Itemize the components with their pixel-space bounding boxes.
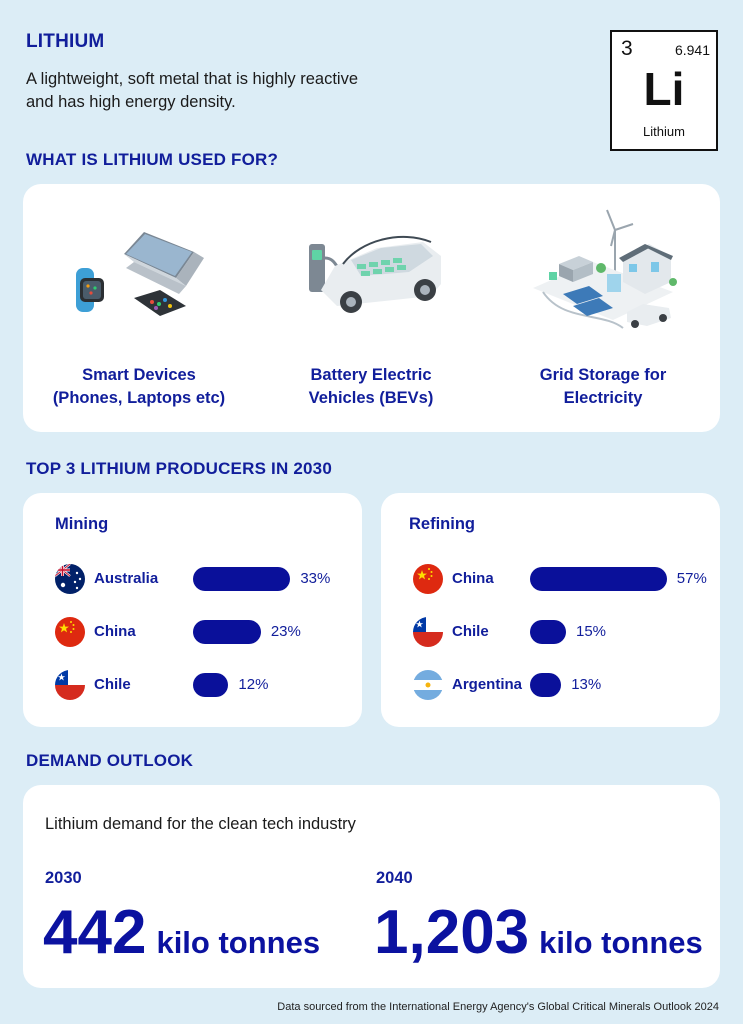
mining-pct-chile: 12% [238,676,269,693]
mining-title: Mining [55,515,109,533]
mining-card [23,493,362,727]
refining-pct-china: 57% [676,570,707,587]
refining-bar-chile [530,620,566,644]
mining-pct-australia: 33% [300,570,331,587]
chile-flag-icon [413,617,443,647]
year-2030: 2030 [45,869,82,887]
mining-bar-australia [193,567,290,591]
atomic-number: 3 [621,37,633,60]
mining-pct-china: 23% [270,623,301,640]
grid-storage-icon [523,202,683,347]
use-grid-storage [487,184,719,432]
atomic-mass: 6.941 [674,42,710,58]
demand-subtitle: Lithium demand for the clean tech industry [45,815,356,833]
country-name: China [94,623,136,640]
demand-value-2040 [374,897,703,979]
refining-pct-argentina: 13% [571,676,602,693]
element-symbol: Li [643,63,685,115]
uses-heading: WHAT IS LITHIUM USED FOR? [26,150,279,169]
country-name: China [452,570,494,587]
use-smart-devices [23,184,255,432]
refining-card [381,493,720,727]
refining-title: Refining [409,515,475,533]
demand-card [23,785,720,988]
smart-devices-icon [64,202,214,337]
chile-flag-icon [55,670,85,700]
source-footnote: Data sourced from the International Energy Agency's Global Critical Minerals Outlook 2024 [277,1001,719,1013]
use-electric-vehicles [255,184,487,432]
uses-card [23,184,720,432]
page-subtitle: A lightweight, soft metal that is highly reactive and has high energy density. [26,70,358,111]
refining-bar-china [530,567,667,591]
country-name: Australia [94,570,159,587]
use-label-grid-storage: Grid Storage for Electricity [539,366,667,407]
element-name: Lithium [643,124,685,139]
china-flag-icon [413,564,443,594]
australia-flag-icon [55,564,85,594]
demand-number: 1,203 [374,898,530,967]
page-title: LITHIUM [26,31,105,52]
demand-unit: kilo tonnes [539,925,703,960]
demand-number: 442 [43,898,147,967]
country-name: Chile [94,676,131,693]
demand-heading: DEMAND OUTLOOK [26,751,194,770]
country-name: Argentina [452,676,523,693]
argentina-flag-icon [413,670,443,700]
use-label-electric-vehicles: Battery Electric Vehicles (BEVs) [308,366,434,407]
use-label-smart-devices: Smart Devices (Phones, Laptops etc) [52,366,226,407]
refining-bar-argentina [530,673,561,697]
electric-vehicle-icon [291,202,451,337]
china-flag-icon [55,617,85,647]
mining-bar-china [193,620,261,644]
mining-bar-chile [193,673,228,697]
periodic-element-tile [610,30,718,151]
refining-pct-chile: 15% [576,623,607,640]
demand-value-2030 [43,897,320,979]
producers-heading: TOP 3 LITHIUM PRODUCERS IN 2030 [26,459,332,478]
country-name: Chile [452,623,489,640]
year-2040: 2040 [376,869,413,887]
demand-unit: kilo tonnes [156,925,321,960]
